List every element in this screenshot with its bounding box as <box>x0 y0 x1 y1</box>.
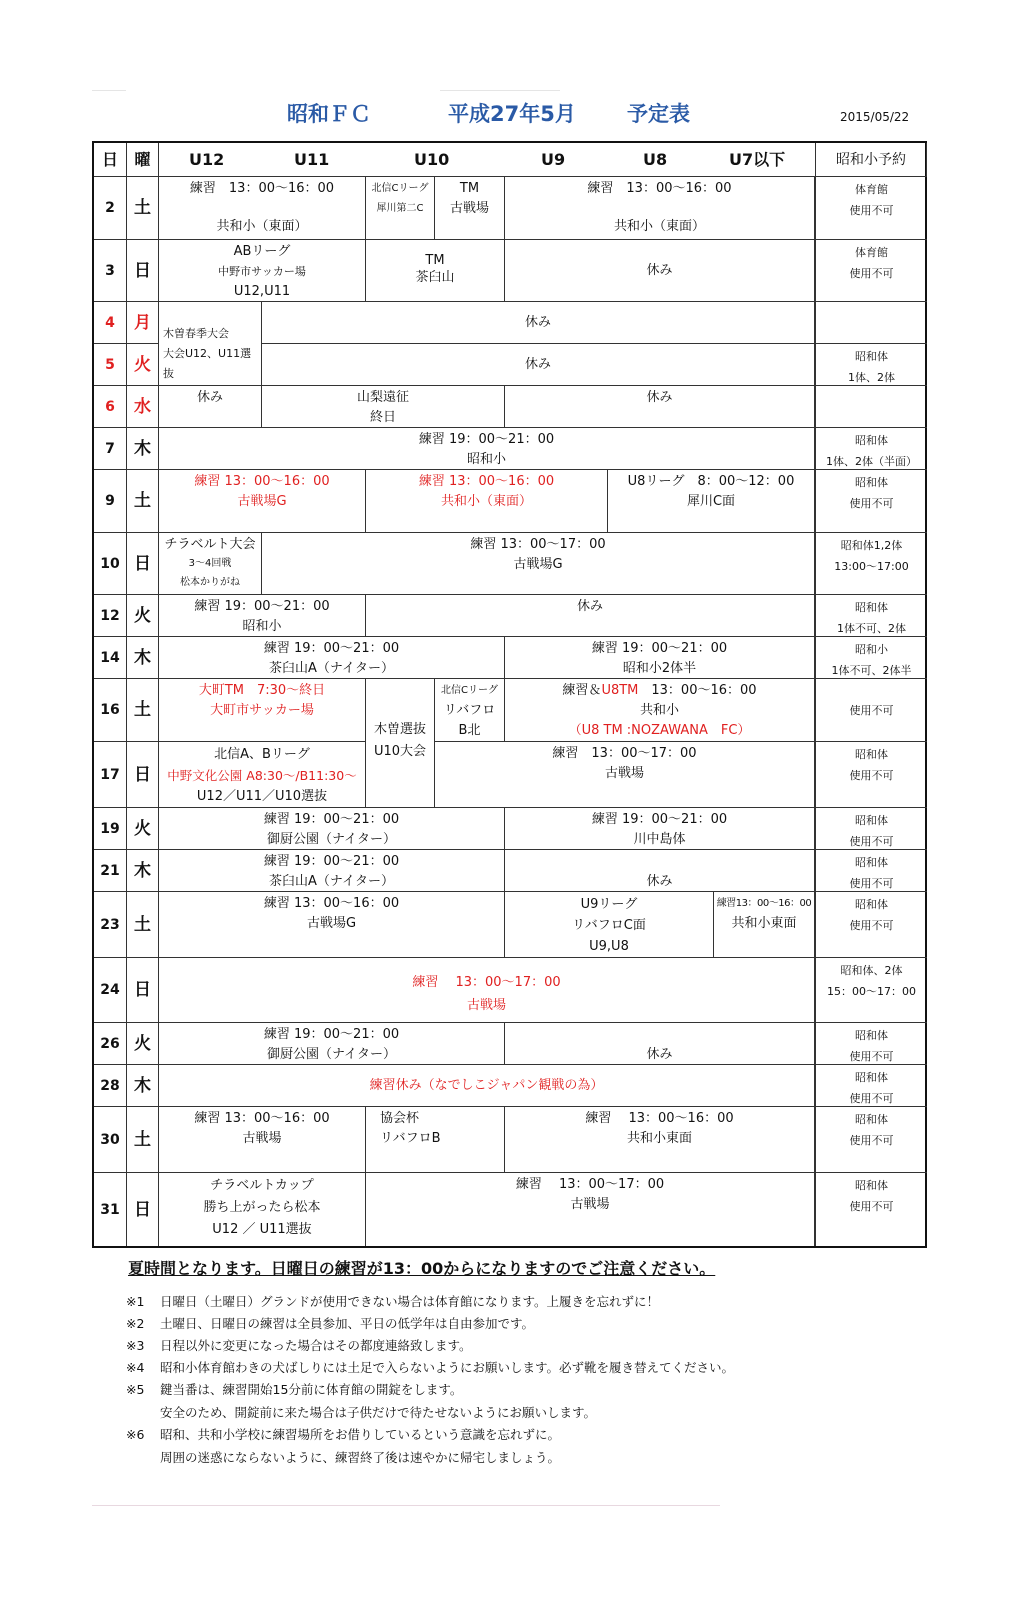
weekday-cell: 木 <box>127 850 159 892</box>
cell-line: 昭和体1,2体 <box>840 539 903 552</box>
reserve-cell <box>815 850 927 892</box>
cell-line: 1体不可、2体 <box>837 622 906 635</box>
schedule-table <box>92 141 927 1248</box>
cell-line: 使用不可 <box>849 1092 894 1105</box>
col-reserve: 昭和小予約 <box>815 143 927 177</box>
note-item <box>126 1380 462 1398</box>
cell-line: 昭和体 <box>855 1029 888 1042</box>
cell-line: 大町市サッカー場 <box>210 703 314 718</box>
cell-line: 協会杯 <box>380 1111 420 1126</box>
reserve-cell <box>815 679 927 742</box>
cell-line: 共和小（東面） <box>440 494 532 509</box>
schedule-cell <box>159 637 505 679</box>
cell-line: 古戦場 <box>449 201 489 216</box>
cell-line: 山梨遠征 <box>356 390 409 405</box>
weekday-cell: 土 <box>127 892 159 958</box>
cell-line: 15：00〜17：00 <box>827 985 916 998</box>
reserve-cell <box>815 470 927 533</box>
cell-line: 使用不可 <box>849 1050 894 1063</box>
club-title: 昭和ＦＣ <box>287 102 371 126</box>
note-text: 鍵当番は、練習開始15分前に体育館の開錠をします。 <box>160 1382 463 1397</box>
cell-line: 古戦場 <box>466 998 506 1013</box>
schedule-cell <box>608 470 815 533</box>
cell-line: 13:00〜17:00 <box>834 560 909 573</box>
cell-line: 古戦場G <box>237 494 287 509</box>
cell-line <box>505 681 814 701</box>
schedule-cell <box>159 892 505 958</box>
cell-line: 練習 13：00〜16：00 <box>189 181 335 196</box>
cell-line: 古戦場G <box>513 557 563 572</box>
note-mark: ※5 <box>126 1382 145 1397</box>
cell-line: 練習13：00〜16：00 <box>716 898 812 909</box>
cell-line: 練習 13：00〜16：00 <box>194 1111 330 1126</box>
reserve-cell <box>815 1023 927 1065</box>
cell-line: 練習休み（なでしこジャパン観戦の為） <box>369 1077 604 1093</box>
note-mark: ※6 <box>126 1427 145 1442</box>
note-item <box>126 1292 659 1310</box>
cell-line: 御厨公園（ナイター） <box>266 1047 397 1062</box>
cell-line: 練習 19：00〜21：00 <box>263 812 400 827</box>
weekday-cell: 土 <box>127 470 159 533</box>
cell-line: 1体、2体 <box>848 371 895 384</box>
cell-line: 共和小 <box>639 703 679 718</box>
weekday-cell: 火 <box>127 1023 159 1065</box>
cell-line: 休み <box>524 356 551 372</box>
day-cell: 6 <box>94 386 127 428</box>
cell-line: 休み <box>646 390 673 405</box>
reserve-cell <box>815 344 927 386</box>
day-cell: 17 <box>94 742 127 808</box>
note-continuation: 安全のため、開錠前に来た場合は子供だけで待たせないようにお願いします。 <box>160 1405 597 1420</box>
col-u8: U8 <box>643 150 668 169</box>
schedule-cell <box>505 1107 815 1173</box>
cell-line: 体育館 <box>855 183 888 196</box>
bottom-rule <box>92 1505 720 1506</box>
weekday-cell: 日 <box>127 1173 159 1246</box>
schedule-cell <box>505 679 815 742</box>
day-cell: 7 <box>94 428 127 470</box>
weekday-cell: 月 <box>127 302 159 344</box>
reserve-cell <box>815 428 927 470</box>
cell-line: U9,U8 <box>589 939 629 954</box>
note-text: 日程以外に変更になった場合はその都度連絡致します。 <box>160 1338 472 1353</box>
cell-line: 練習 13：00〜17：00 <box>515 1177 665 1192</box>
cell-line: ABリーグ <box>233 244 291 259</box>
col-weekday: 曜 <box>127 143 159 177</box>
cell-line: 昭和体 <box>855 1113 888 1126</box>
schedule-cell <box>366 240 505 302</box>
reserve-cell <box>815 177 927 240</box>
weekday-cell: 火 <box>127 595 159 637</box>
day-cell: 3 <box>94 240 127 302</box>
cell-text: U8TM <box>601 683 639 698</box>
day-cell: 30 <box>94 1107 127 1173</box>
cell-line: U10大会 <box>373 744 427 759</box>
cell-line: 昭和小 <box>242 619 282 634</box>
note-item <box>126 1425 560 1443</box>
cell-line: 練習 13：00〜16：00 <box>585 1111 734 1126</box>
col-day: 日 <box>94 143 127 177</box>
cell-line: 1体不可、2体半 <box>831 664 912 677</box>
weekday-cell: 日 <box>127 533 159 595</box>
cell-line: U12／U11／U10選抜 <box>196 789 328 804</box>
col-u7: U7以下 <box>729 150 786 169</box>
cell-line: 共和小（東面） <box>216 219 308 234</box>
schedule-cell <box>505 637 815 679</box>
schedule-cell <box>159 386 262 428</box>
col-u12: U12 <box>189 150 225 169</box>
cell-line: 古戦場 <box>604 766 644 781</box>
top-rule <box>440 90 560 91</box>
cell-line: 茶臼山 <box>415 270 455 285</box>
weekday-cell: 土 <box>127 679 159 742</box>
cell-line: 使用不可 <box>849 204 894 217</box>
day-cell: 5 <box>94 344 127 386</box>
cell-line: B北 <box>458 723 481 738</box>
schedule-cell <box>505 808 815 850</box>
cell-line: 休み <box>646 874 673 889</box>
cell-line: 練習 13：00〜17：00 <box>470 537 606 552</box>
cell-line: 古戦場G <box>306 916 357 931</box>
schedule-cell <box>505 850 815 892</box>
reserve-cell <box>815 1107 927 1173</box>
schedule-cell <box>159 1173 366 1246</box>
day-cell: 4 <box>94 302 127 344</box>
cell-line: 休み <box>576 599 603 614</box>
cell-line: 川中島体 <box>633 832 686 847</box>
cell-line: 休み <box>646 262 673 278</box>
cell-line: 昭和体 <box>855 601 888 614</box>
weekday-cell: 日 <box>127 958 159 1023</box>
cell-line: 1体、2体（半面） <box>826 455 917 468</box>
cell-line: チラベルトカップ <box>210 1178 314 1193</box>
reserve-cell <box>815 533 927 595</box>
cell-line: 練習 13：00〜16：00 <box>587 181 732 196</box>
note-mark: ※3 <box>126 1338 145 1353</box>
cell-line: 使用不可 <box>849 1134 894 1147</box>
cell-line: 昭和体、2体 <box>840 964 903 977</box>
cell-text: 13：00〜16：00 <box>638 683 757 698</box>
cell-line: 松本かりがね <box>180 577 240 588</box>
cell-line: 木曽春季大会 <box>163 327 229 340</box>
cell-line: 北信Cリーグ <box>441 685 498 696</box>
schedule-cell <box>262 344 815 386</box>
cell-line: 使用不可 <box>849 1200 894 1213</box>
reserve-cell <box>815 595 927 637</box>
day-cell: 26 <box>94 1023 127 1065</box>
weekday-cell: 日 <box>127 742 159 808</box>
schedule-cell <box>366 177 435 240</box>
note-mark: ※1 <box>126 1294 145 1309</box>
cell-line: 昭和体 <box>855 1071 888 1084</box>
schedule-cell <box>262 533 815 595</box>
cell-line: 昭和体 <box>855 350 888 363</box>
reserve-cell <box>815 386 927 428</box>
cell-line: 使用不可 <box>849 835 894 848</box>
cell-line: 犀川第二C <box>376 203 424 214</box>
day-cell: 24 <box>94 958 127 1023</box>
cell-line: 大会U12、U11選抜 <box>163 347 252 380</box>
cell-line: 共和小東面 <box>626 1131 692 1146</box>
cell-line: 練習 13：00〜17：00 <box>552 746 697 761</box>
reserve-cell <box>815 240 927 302</box>
note-mark: ※2 <box>126 1316 145 1331</box>
cell-line: チラベルト大会 <box>164 537 256 552</box>
cell-line: 休み <box>524 314 551 330</box>
schedule-cell <box>435 742 815 808</box>
day-cell: 2 <box>94 177 127 240</box>
cell-line: 茶臼山A（ナイター） <box>269 874 394 889</box>
cell-line: U8リーグ 8：00〜12：00 <box>627 474 795 489</box>
cell-line: （U8 TM :NOZAWANA FC） <box>568 723 751 738</box>
cell-line: 練習 13：00〜16：00 <box>194 474 330 489</box>
schedule-cell <box>159 470 366 533</box>
cell-line: 使用不可 <box>849 877 894 890</box>
reserve-cell <box>815 637 927 679</box>
cell-line: 古戦場 <box>570 1197 610 1212</box>
day-cell: 28 <box>94 1065 127 1107</box>
cell-line: 練習 19：00〜21：00 <box>591 812 728 827</box>
note-text: 土曜日、日曜日の練習は全員参加、平日の低学年は自由参加です。 <box>160 1316 535 1331</box>
schedule-cell <box>366 1107 505 1173</box>
cell-line: 練習 19：00〜21：00 <box>263 854 400 869</box>
day-cell: 14 <box>94 637 127 679</box>
reserve-cell <box>815 742 927 808</box>
cell-line: TM <box>425 253 445 268</box>
cell-line: 茶臼山A（ナイター） <box>269 661 394 676</box>
cell-line: U12 ／ U11選抜 <box>212 1222 312 1237</box>
reserve-cell <box>815 1065 927 1107</box>
cell-line: 使用不可 <box>849 497 894 510</box>
weekday-cell: 木 <box>127 428 159 470</box>
reserve-cell <box>815 958 927 1023</box>
weekday-cell: 火 <box>127 344 159 386</box>
schedule-cell <box>366 679 435 808</box>
cell-line: 練習 19：00〜21：00 <box>591 641 728 656</box>
day-cell: 10 <box>94 533 127 595</box>
weekday-cell: 日 <box>127 240 159 302</box>
cell-line: 体育館 <box>855 246 888 259</box>
reserve-cell <box>815 1173 927 1246</box>
schedule-cell <box>505 240 815 302</box>
weekday-cell: 土 <box>127 1107 159 1173</box>
cell-line: 休み <box>646 1047 673 1062</box>
cell-line: 昭和体 <box>855 814 888 827</box>
weekday-cell: 土 <box>127 177 159 240</box>
cell-line: TM <box>459 181 480 196</box>
day-cell: 9 <box>94 470 127 533</box>
col-u9: U9 <box>541 150 566 169</box>
cell-line: 昭和小 <box>855 643 888 656</box>
cell-text: 練習＆ <box>562 683 602 698</box>
schedule-cell <box>366 595 815 637</box>
cell-line: 練習 13：00〜17：00 <box>412 975 561 990</box>
cell-line: 使用不可 <box>849 769 894 782</box>
cell-line: 中野文化公園 A8:30〜/B11:30〜 <box>167 768 357 783</box>
schedule-cell <box>159 595 366 637</box>
day-cell: 23 <box>94 892 127 958</box>
schedule-cell <box>262 386 505 428</box>
cell-line: 練習 19：00〜21：00 <box>263 1027 400 1042</box>
cell-line: 3〜4回戦 <box>188 558 232 569</box>
cell-line: 昭和小2体半 <box>622 661 697 676</box>
weekday-cell: 水 <box>127 386 159 428</box>
cell-line: 練習 19：00〜21：00 <box>263 641 400 656</box>
schedule-cell <box>505 386 815 428</box>
cell-line: 北信A、Bリーグ <box>214 747 310 762</box>
cell-line: 練習 19：00〜21：00 <box>418 432 555 447</box>
cell-line: 大町TM 7:30〜終日 <box>198 683 326 698</box>
cell-line: 休み <box>196 390 223 405</box>
schedule-cell <box>505 892 714 958</box>
cell-line: 共和小東面 <box>731 916 797 931</box>
schedule-cell <box>366 470 608 533</box>
schedule-cell <box>159 850 505 892</box>
schedule-cell <box>159 808 505 850</box>
schedule-cell <box>435 177 505 240</box>
day-cell: 19 <box>94 808 127 850</box>
weekday-cell: 火 <box>127 808 159 850</box>
cell-line: U9リーグ <box>580 897 638 912</box>
schedule-cell <box>159 742 366 808</box>
schedule-cell <box>159 240 366 302</box>
note-mark: ※4 <box>126 1360 145 1375</box>
summer-time-notice: 夏時間となります。日曜日の練習が13：00からになりますのでご注意ください。 <box>128 1259 716 1278</box>
col-groups <box>159 143 815 177</box>
cell-line: 昭和小 <box>466 452 506 467</box>
cell-line: 練習 19：00〜21：00 <box>194 599 330 614</box>
cell-line: リバフロ <box>443 703 496 718</box>
weekday-cell: 木 <box>127 1065 159 1107</box>
note-item <box>126 1358 734 1376</box>
cell-line: 使用不可 <box>849 267 894 280</box>
schedule-cell <box>714 892 815 958</box>
cell-line: 昭和体 <box>855 748 888 761</box>
note-continuation: 周囲の迷惑にならないように、練習終了後は速やかに帰宅しましょう。 <box>160 1450 561 1465</box>
cell-line: 共和小（東面） <box>613 219 705 234</box>
cell-line: U12,U11 <box>233 284 291 299</box>
col-u10: U10 <box>414 150 450 169</box>
issue-date: 2015/05/22 <box>840 110 910 124</box>
cell-line: 昭和体 <box>855 856 888 869</box>
schedule-cell <box>159 679 366 742</box>
top-rule <box>92 90 126 91</box>
schedule-title: 予定表 <box>627 102 690 126</box>
cell-line: リバフロB <box>380 1131 441 1146</box>
schedule-cell <box>159 177 366 240</box>
schedule-cell <box>159 302 262 386</box>
cell-line: リバフロC面 <box>572 918 646 933</box>
schedule-cell <box>505 177 815 240</box>
schedule-cell <box>159 533 262 595</box>
cell-line: 昭和体 <box>855 434 888 447</box>
schedule-cell <box>159 1065 815 1107</box>
cell-line: 中野市サッカー場 <box>218 265 306 278</box>
cell-line: 練習 13：00〜16：00 <box>263 896 400 911</box>
schedule-cell <box>159 428 815 470</box>
schedule-cell <box>262 302 815 344</box>
cell-line: 御厨公園（ナイター） <box>266 832 397 847</box>
cell-line: 昭和体 <box>855 898 888 911</box>
cell-line: 勝ち上がったら松本 <box>203 1200 321 1215</box>
day-cell: 31 <box>94 1173 127 1246</box>
note-text: 昭和小体育館わきの犬ばしりには土足で入らないようにお願いします。必ず靴を履き替えてください。 <box>160 1360 735 1375</box>
schedule-cell <box>159 1107 366 1173</box>
note-text: 昭和、共和小学校に練習場所をお借りしているという意識を忘れずに。 <box>160 1427 561 1442</box>
day-cell: 16 <box>94 679 127 742</box>
cell-line: 北信Cリーグ <box>371 183 429 194</box>
cell-line: 昭和体 <box>855 1179 888 1192</box>
schedule-cell <box>435 679 505 742</box>
schedule-cell <box>505 1023 815 1065</box>
reserve-cell <box>815 808 927 850</box>
note-text: 日曜日（土曜日）グランドが使用できない場合は体育館になります。上履きを忘れずに！ <box>160 1294 660 1309</box>
day-cell: 12 <box>94 595 127 637</box>
day-cell: 21 <box>94 850 127 892</box>
cell-line: 終日 <box>369 410 396 425</box>
schedule-cell <box>159 958 815 1023</box>
cell-line: 古戦場 <box>242 1131 282 1146</box>
cell-line: 使用不可 <box>849 919 894 932</box>
schedule-cell <box>159 1023 505 1065</box>
cell-line: 犀川C面 <box>686 494 736 509</box>
schedule-cell <box>366 1173 815 1246</box>
cell-line: 木曽選抜 <box>373 722 426 737</box>
col-u11: U11 <box>294 150 330 169</box>
cell-line: 使用不可 <box>849 703 894 717</box>
month-title: 平成27年5月 <box>448 102 576 126</box>
reserve-cell <box>815 892 927 958</box>
reserve-cell <box>815 302 927 344</box>
weekday-cell: 木 <box>127 637 159 679</box>
note-item <box>126 1314 534 1332</box>
cell-line: 練習 13：00〜16：00 <box>418 474 555 489</box>
note-item <box>126 1336 472 1354</box>
cell-line: 昭和体 <box>855 476 888 489</box>
